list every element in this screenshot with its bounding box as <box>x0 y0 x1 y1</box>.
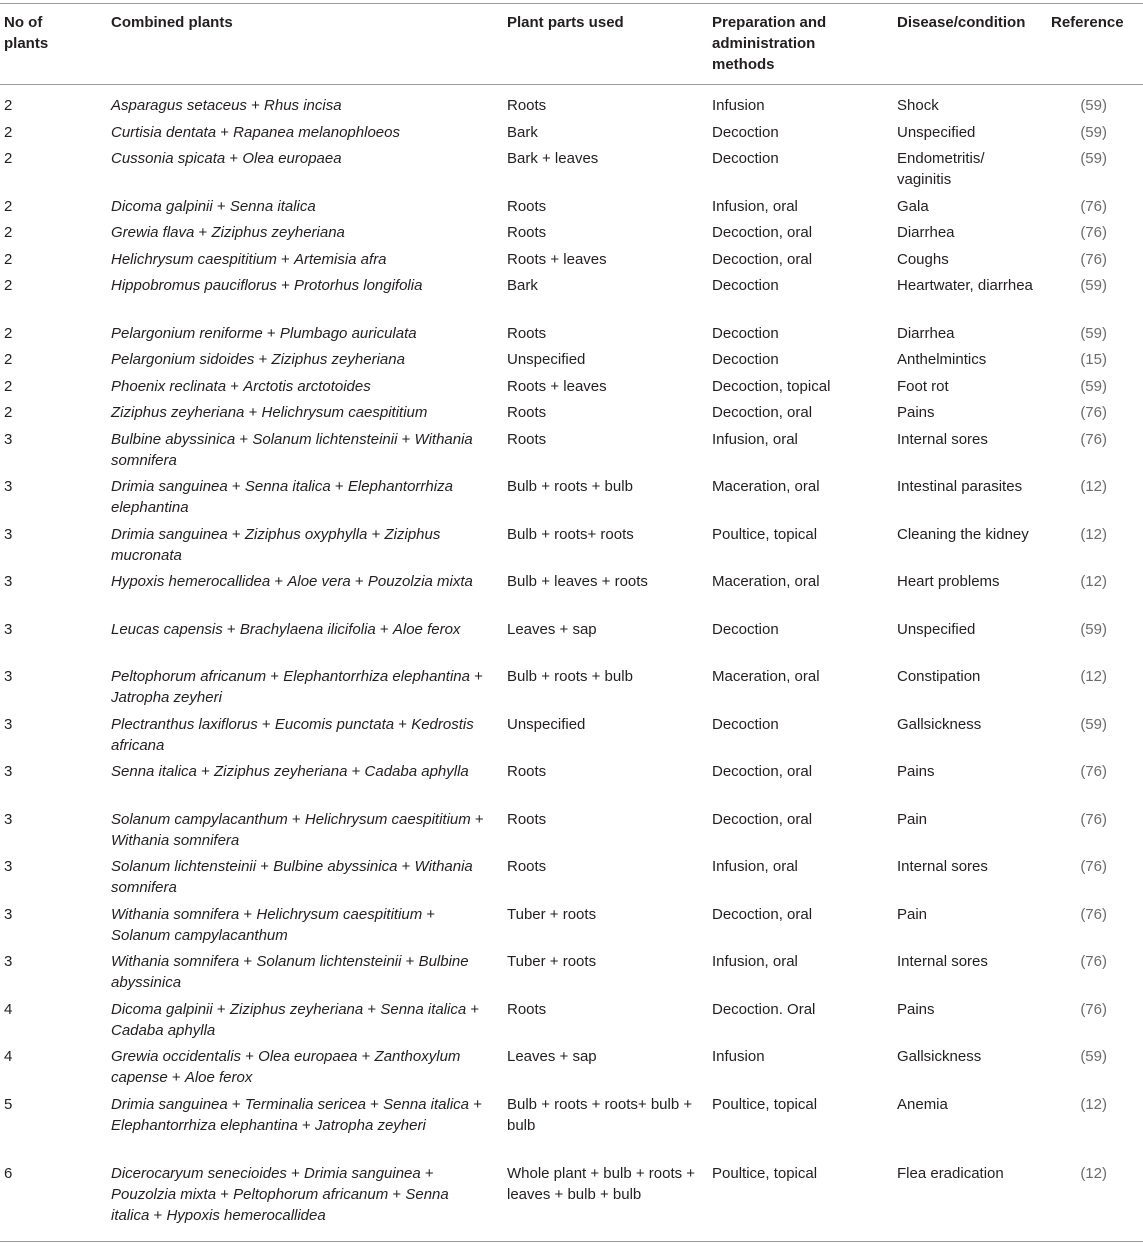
cell-disease: Diarrhea <box>897 324 955 342</box>
cell-plant-parts: Unspecified <box>507 715 586 733</box>
cell-preparation: Infusion <box>712 1048 765 1065</box>
cell-preparation: Infusion, oral <box>712 430 798 448</box>
cell-combined-plants: Hippobromus pauciflorus + Protorhus longifolia <box>111 277 423 294</box>
table-row <box>0 999 1143 1047</box>
cell-plant-parts: Roots <box>507 197 547 215</box>
cell-combined-plants: Peltophorum africanum + Elephantorrhiza elephantina + Jatropha zeyheri <box>111 668 483 706</box>
cell-combined-plants: Curtisia dentata + Rapanea melanophloeos <box>111 123 400 141</box>
cell-no-of-plants: 5 <box>4 1095 13 1113</box>
table-row <box>0 323 1143 350</box>
table-row <box>0 95 1143 122</box>
cell-plant-parts: Roots + leaves <box>507 250 607 268</box>
cell-disease: Cleaning the kidney <box>897 525 1029 543</box>
cell-plant-parts: Leaves + sap <box>507 620 597 638</box>
cell-reference: (59) <box>1080 150 1107 167</box>
cell-reference: (15) <box>1080 351 1107 368</box>
table-row <box>0 249 1143 276</box>
cell-combined-plants: Helichrysum caespititium + Artemisia afra <box>111 250 387 268</box>
cell-plant-parts: Roots <box>507 97 547 114</box>
cell-combined-plants: Withania somnifera + Helichrysum caespititium + Solanum campylacanthum <box>111 905 436 944</box>
header-no-of-plants: No of plants <box>4 14 49 52</box>
cell-combined-plants: Solanum campylacanthum + Helichrysum caespititium + Withania somnifera <box>111 810 484 849</box>
table-row <box>0 761 1143 809</box>
cell-no-of-plants: 3 <box>4 668 13 685</box>
cell-combined-plants: Solanum lichtensteinii + Bulbine abyssinica + Withania somnifera <box>111 858 473 896</box>
cell-preparation: Decoction, oral <box>712 905 813 923</box>
cell-no-of-plants: 3 <box>4 525 13 543</box>
cell-disease: Internal sores <box>897 858 988 875</box>
table-row <box>0 951 1143 999</box>
cell-no-of-plants: 2 <box>4 97 13 114</box>
cell-plant-parts: Bulb + roots + bulb <box>507 668 633 685</box>
cell-combined-plants: Drimia sanguinea + Senna italica + Elephantorrhiza elephantina <box>111 478 453 516</box>
cell-preparation: Infusion <box>712 97 765 114</box>
cell-no-of-plants: 3 <box>4 478 13 495</box>
cell-no-of-plants: 2 <box>4 377 13 395</box>
cell-plant-parts: Bark <box>507 123 538 141</box>
cell-disease: Pains <box>897 763 935 780</box>
cell-reference: (59) <box>1080 277 1107 294</box>
cell-no-of-plants: 2 <box>4 197 13 215</box>
table-row <box>0 376 1143 403</box>
cell-no-of-plants: 3 <box>4 430 13 448</box>
cell-reference: (59) <box>1080 377 1107 395</box>
cell-reference: (59) <box>1080 620 1107 638</box>
cell-combined-plants: Dicoma galpinii + Ziziphus zeyheriana + Senna italica + Cadaba aphylla <box>111 1000 480 1039</box>
table-row <box>0 714 1143 762</box>
table-top-rule <box>0 3 1143 4</box>
cell-plant-parts: Tuber + roots <box>507 905 597 923</box>
cell-preparation: Decoction <box>712 324 779 342</box>
cell-preparation: Decoction <box>712 277 779 294</box>
table-bottom-rule <box>0 1241 1143 1242</box>
cell-plant-parts: Roots <box>507 324 547 342</box>
cell-preparation: Infusion, oral <box>712 197 798 215</box>
table-row <box>0 524 1143 572</box>
cell-no-of-plants: 6 <box>4 1164 13 1182</box>
cell-reference: (76) <box>1080 953 1107 970</box>
cell-reference: (76) <box>1080 763 1107 780</box>
cell-reference: (76) <box>1080 404 1107 421</box>
cell-combined-plants: Senna italica + Ziziphus zeyheriana + Cadaba aphylla <box>111 763 469 780</box>
cell-preparation: Decoction. Oral <box>712 1000 816 1018</box>
cell-reference: (12) <box>1080 1095 1107 1113</box>
cell-plant-parts: Whole plant + bulb + roots + leaves + bulb + bulb <box>507 1164 696 1203</box>
cell-reference: (12) <box>1080 1164 1107 1182</box>
cell-disease: Pains <box>897 1000 935 1018</box>
cell-no-of-plants: 3 <box>4 715 13 733</box>
cell-preparation: Decoction, oral <box>712 810 813 828</box>
cell-reference: (59) <box>1080 715 1107 733</box>
table-row <box>0 904 1143 952</box>
cell-combined-plants: Pelargonium reniforme + Plumbago auriculata <box>111 324 417 342</box>
cell-preparation: Poultice, topical <box>712 525 818 543</box>
cell-plant-parts: Leaves + sap <box>507 1048 597 1065</box>
table-row <box>0 122 1143 149</box>
cell-plant-parts: Roots <box>507 224 547 241</box>
cell-reference: (76) <box>1080 224 1107 241</box>
cell-preparation: Decoction <box>712 150 779 167</box>
cell-combined-plants: Cussonia spicata + Olea europaea <box>111 150 342 167</box>
cell-disease: Pain <box>897 810 928 828</box>
cell-no-of-plants: 2 <box>4 351 13 368</box>
cell-disease: Anemia <box>897 1095 948 1113</box>
cell-reference: (59) <box>1080 1048 1107 1065</box>
cell-plant-parts: Bulb + leaves + roots <box>507 573 648 590</box>
cell-disease: Flea eradication <box>897 1164 1004 1182</box>
cell-combined-plants: Dicerocaryum senecioides + Drimia sanguinea + Pouzolzia mixta + Peltophorum africanum + Senna italica + Hypoxis hemerocallidea <box>111 1164 449 1224</box>
cell-disease: Foot rot <box>897 377 949 395</box>
cell-disease: Gallsickness <box>897 1048 982 1065</box>
table-row <box>0 148 1143 196</box>
cell-preparation: Decoction <box>712 351 779 368</box>
cell-preparation: Maceration, oral <box>712 668 820 685</box>
cell-no-of-plants: 3 <box>4 620 13 638</box>
cell-combined-plants: Dicoma galpinii + Senna italica <box>111 197 316 215</box>
cell-preparation: Maceration, oral <box>712 478 820 495</box>
header-reference: Reference <box>1051 14 1124 31</box>
cell-plant-parts: Roots <box>507 810 547 828</box>
cell-disease: Constipation <box>897 668 981 685</box>
cell-reference: (12) <box>1080 668 1107 685</box>
cell-disease: Gala <box>897 197 929 215</box>
table-row <box>0 666 1143 714</box>
cell-combined-plants: Withania somnifera + Solanum lichtensteinii + Bulbine abyssinica <box>111 953 469 991</box>
table-row <box>0 1046 1143 1094</box>
cell-disease: Diarrhea <box>897 224 955 241</box>
cell-disease: Heart problems <box>897 573 1000 590</box>
table-row <box>0 196 1143 223</box>
cell-preparation: Decoction, oral <box>712 763 813 780</box>
cell-preparation: Infusion, oral <box>712 858 798 875</box>
cell-reference: (59) <box>1080 123 1107 141</box>
cell-reference: (59) <box>1080 324 1107 342</box>
cell-no-of-plants: 4 <box>4 1048 13 1065</box>
cell-preparation: Decoction <box>712 123 779 141</box>
cell-combined-plants: Ziziphus zeyheriana + Helichrysum caespititium <box>111 404 428 421</box>
cell-disease: Pains <box>897 404 935 421</box>
cell-preparation: Decoction <box>712 715 779 733</box>
cell-reference: (76) <box>1080 250 1107 268</box>
cell-plant-parts: Roots <box>507 430 547 448</box>
cell-no-of-plants: 2 <box>4 123 13 141</box>
cell-disease: Internal sores <box>897 430 988 448</box>
cell-disease: Anthelmintics <box>897 351 987 368</box>
table-row <box>0 429 1143 477</box>
table-body <box>0 95 1143 1232</box>
cell-combined-plants: Leucas capensis + Brachylaena ilicifolia + Aloe ferox <box>111 620 461 638</box>
cell-preparation: Decoction <box>712 620 779 638</box>
table-row <box>0 1094 1143 1163</box>
cell-no-of-plants: 2 <box>4 250 13 268</box>
table-row <box>0 1163 1143 1232</box>
cell-preparation: Decoction, oral <box>712 250 813 268</box>
cell-combined-plants: Drimia sanguinea + Ziziphus oxyphylla + Ziziphus mucronata <box>111 525 441 564</box>
cell-combined-plants: Bulbine abyssinica + Solanum lichtensteinii + Withania somnifera <box>111 430 473 469</box>
cell-combined-plants: Hypoxis hemerocallidea + Aloe vera + Pouzolzia mixta <box>111 573 473 590</box>
header-combined-plants: Combined plants <box>111 14 233 31</box>
cell-disease: Pain <box>897 905 928 923</box>
cell-disease: Internal sores <box>897 953 988 970</box>
table-row <box>0 275 1143 323</box>
cell-plant-parts: Roots + leaves <box>507 377 607 395</box>
cell-preparation: Decoction, topical <box>712 377 831 395</box>
cell-reference: (76) <box>1080 905 1107 923</box>
cell-no-of-plants: 4 <box>4 1000 13 1018</box>
cell-no-of-plants: 3 <box>4 810 13 828</box>
cell-no-of-plants: 3 <box>4 858 13 875</box>
header-plant-parts-used: Plant parts used <box>507 14 624 31</box>
table-row <box>0 476 1143 524</box>
cell-no-of-plants: 3 <box>4 763 13 780</box>
cell-disease: Intestinal parasites <box>897 478 1023 495</box>
cell-no-of-plants: 2 <box>4 324 13 342</box>
header-disease-condition: Disease/condition <box>897 14 1026 31</box>
table-row <box>0 349 1143 376</box>
cell-preparation: Maceration, oral <box>712 573 820 590</box>
cell-no-of-plants: 3 <box>4 953 13 970</box>
cell-plant-parts: Roots <box>507 404 547 421</box>
cell-plant-parts: Bulb + roots + bulb <box>507 478 633 495</box>
cell-preparation: Decoction, oral <box>712 224 813 241</box>
table-header <box>0 12 1143 82</box>
cell-no-of-plants: 2 <box>4 224 13 241</box>
cell-preparation: Infusion, oral <box>712 953 798 970</box>
header-preparation: Preparation and administration methods <box>712 14 827 73</box>
cell-plant-parts: Roots <box>507 858 547 875</box>
cell-disease: Heartwater, diarrhea <box>897 277 1033 294</box>
cell-combined-plants: Pelargonium sidoides + Ziziphus zeyheriana <box>111 351 405 368</box>
cell-no-of-plants: 2 <box>4 404 13 421</box>
cell-reference: (76) <box>1080 858 1107 875</box>
cell-plant-parts: Bark + leaves <box>507 150 599 167</box>
cell-reference: (76) <box>1080 810 1107 828</box>
cell-preparation: Poultice, topical <box>712 1095 818 1113</box>
table-row <box>0 571 1143 619</box>
cell-plant-parts: Tuber + roots <box>507 953 597 970</box>
cell-combined-plants: Plectranthus laxiflorus + Eucomis punctata + Kedrostis africana <box>111 715 474 754</box>
table-row <box>0 809 1143 857</box>
table-row <box>0 856 1143 904</box>
cell-disease: Unspecified <box>897 123 976 141</box>
cell-disease: Unspecified <box>897 620 976 638</box>
cell-reference: (76) <box>1080 1000 1107 1018</box>
table-row <box>0 619 1143 667</box>
cell-reference: (12) <box>1080 573 1107 590</box>
cell-plant-parts: Bulb + roots + roots+ bulb + bulb <box>507 1095 693 1134</box>
cell-no-of-plants: 3 <box>4 573 13 590</box>
cell-reference: (76) <box>1080 430 1107 448</box>
cell-reference: (76) <box>1080 197 1107 215</box>
cell-disease: Coughs <box>897 250 949 268</box>
table-row <box>0 222 1143 249</box>
cell-combined-plants: Grewia flava + Ziziphus zeyheriana <box>111 224 345 241</box>
cell-plant-parts: Unspecified <box>507 351 586 368</box>
cell-plant-parts: Roots <box>507 1000 547 1018</box>
cell-disease: Gallsickness <box>897 715 982 733</box>
cell-no-of-plants: 2 <box>4 150 13 167</box>
cell-preparation: Poultice, topical <box>712 1164 818 1182</box>
cell-combined-plants: Grewia occidentalis + Olea europaea + Zanthoxylum capense + Aloe ferox <box>111 1048 461 1086</box>
cell-preparation: Decoction, oral <box>712 404 813 421</box>
cell-no-of-plants: 3 <box>4 905 13 923</box>
cell-no-of-plants: 2 <box>4 277 13 294</box>
cell-combined-plants: Asparagus setaceus + Rhus incisa <box>111 97 342 114</box>
table-row <box>0 402 1143 429</box>
cell-plant-parts: Bark <box>507 277 538 294</box>
cell-plant-parts: Bulb + roots+ roots <box>507 525 634 543</box>
cell-combined-plants: Phoenix reclinata + Arctotis arctotoides <box>111 377 371 395</box>
cell-reference: (12) <box>1080 525 1107 543</box>
cell-reference: (59) <box>1080 97 1107 114</box>
cell-combined-plants: Drimia sanguinea + Terminalia sericea + Senna italica + Elephantorrhiza elephantina + Jatropha zeyheri <box>111 1095 482 1134</box>
cell-disease: Endometritis/ vaginitis <box>897 150 985 188</box>
cell-plant-parts: Roots <box>507 763 547 780</box>
header-rule <box>0 84 1143 85</box>
cell-reference: (12) <box>1080 478 1107 495</box>
cell-disease: Shock <box>897 97 939 114</box>
